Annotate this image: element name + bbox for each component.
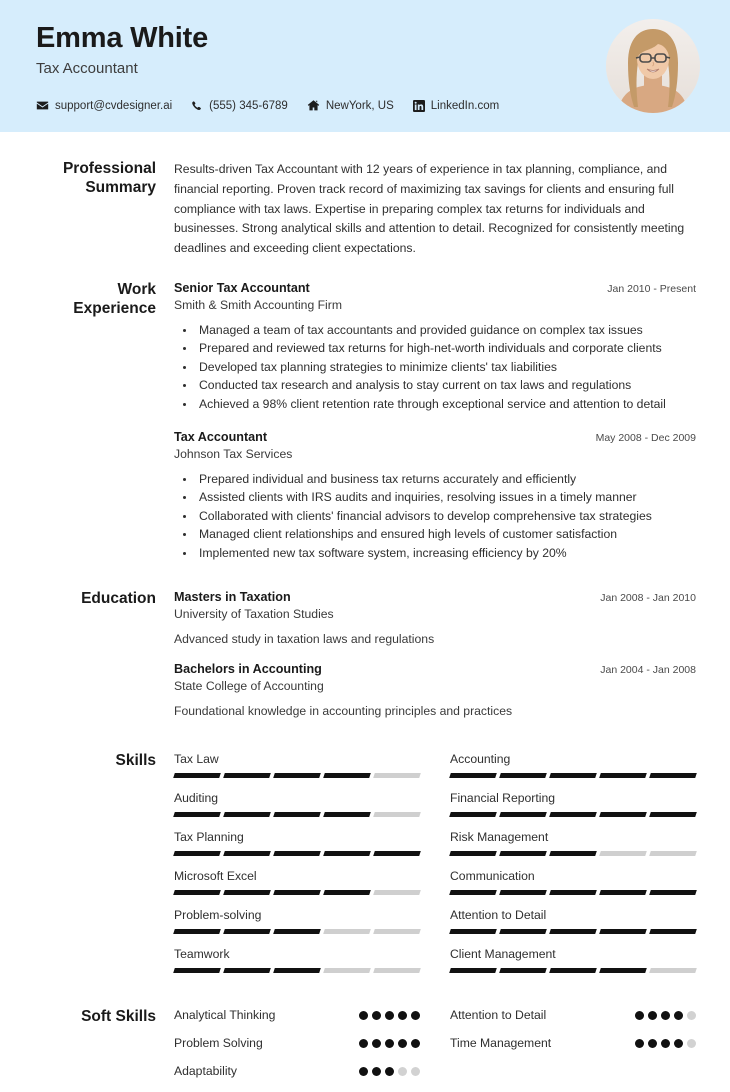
skill-name: Financial Reporting — [450, 791, 556, 806]
skill-level-segment — [649, 968, 697, 973]
entry-date: May 2008 - Dec 2009 — [595, 431, 696, 444]
resume-body — [0, 132, 730, 1092]
contact-item-linkedin[interactable] — [413, 100, 499, 112]
skill-level-segment — [373, 812, 421, 817]
skill-level-segment — [549, 851, 597, 856]
section-label-soft-skills: Soft Skills — [81, 1008, 156, 1026]
rating-dot — [359, 1039, 368, 1048]
skill-level-segment — [599, 812, 647, 817]
skill-level-segment — [323, 851, 371, 856]
envelope-icon — [36, 99, 49, 112]
skill-level-bar — [450, 773, 696, 778]
entry-title: Senior Tax Accountant — [174, 280, 310, 295]
skill-level-segment — [273, 851, 321, 856]
section-label-work: Work Experience — [73, 280, 156, 317]
skill-name: Microsoft Excel — [174, 869, 257, 884]
entry-organization: University of Taxation Studies — [174, 607, 334, 622]
skill-item — [174, 791, 420, 830]
soft-skill-item — [174, 1008, 420, 1036]
rating-dot — [385, 1011, 394, 1020]
skill-level-segment — [449, 851, 497, 856]
soft-skills-grid — [174, 1008, 696, 1092]
skill-level-segment — [599, 773, 647, 778]
skill-level-segment — [649, 929, 697, 934]
contact-item-envelope[interactable] — [36, 99, 172, 112]
entry-bullet-list — [174, 470, 696, 563]
soft-skill-name: Adaptability — [174, 1064, 238, 1079]
skill-name: Problem-solving — [174, 908, 262, 923]
profile-photo-icon — [606, 19, 700, 113]
soft-skill-rating — [621, 1039, 696, 1048]
skill-level-segment — [223, 851, 271, 856]
skill-level-segment — [649, 890, 697, 895]
entry-bullet: • Assisted clients with IRS audits and inquiries, resolving issues in a timely manner — [196, 488, 696, 507]
contact-item-phone[interactable] — [191, 99, 288, 112]
soft-skill-name: Attention to Detail — [450, 1008, 547, 1023]
skill-level-segment — [499, 929, 547, 934]
entry-bullet-list — [174, 321, 696, 414]
entry-description: Advanced study in taxation laws and regulations — [174, 632, 435, 647]
skill-level-segment — [373, 773, 421, 778]
skill-level-segment — [223, 929, 271, 934]
rating-dot — [687, 1039, 696, 1048]
skill-level-segment — [173, 851, 221, 856]
skill-level-bar — [450, 968, 696, 973]
section-label-education: Education — [81, 590, 156, 608]
skills-content — [164, 752, 696, 986]
skill-level-segment — [223, 890, 271, 895]
contact-label: LinkedIn.com — [430, 99, 500, 112]
skill-level-segment — [373, 968, 421, 973]
entry-bullet: • Implemented new tax software system, increasing efficiency by 20% — [196, 544, 696, 563]
skill-item — [450, 908, 696, 947]
skill-name: Client Management — [450, 947, 556, 962]
skill-level-segment — [323, 968, 371, 973]
rating-dot — [687, 1011, 696, 1020]
section-label-skills: Skills — [115, 752, 156, 770]
rating-dot — [372, 1039, 381, 1048]
rating-dot — [372, 1011, 381, 1020]
rating-dot — [398, 1039, 407, 1048]
section-skills — [36, 722, 696, 986]
skill-level-segment — [649, 773, 697, 778]
skill-level-segment — [499, 773, 547, 778]
section-work-experience — [36, 259, 696, 566]
skill-name: Accounting — [450, 752, 511, 767]
entry-bullet: • Developed tax planning strategies to minimize clients' tax liabilities — [196, 358, 696, 377]
entry-date: Jan 2010 - Present — [607, 282, 696, 295]
skill-level-segment — [449, 773, 497, 778]
resume-header — [0, 0, 730, 132]
skill-level-segment — [499, 890, 547, 895]
candidate-name: Emma White — [36, 22, 209, 54]
entry-date: Jan 2004 - Jan 2008 — [600, 664, 696, 677]
home-icon — [307, 99, 320, 112]
entry-organization: State College of Accounting — [174, 679, 324, 694]
experience-entry — [174, 590, 696, 646]
contact-label: support@cvdesigner.ai — [55, 99, 173, 112]
skill-level-segment — [549, 812, 597, 817]
rating-dot — [411, 1067, 420, 1076]
soft-skill-rating — [345, 1011, 420, 1020]
soft-skill-name: Analytical Thinking — [174, 1008, 276, 1023]
skill-level-segment — [323, 929, 371, 934]
skill-level-segment — [173, 968, 221, 973]
skills-grid — [174, 752, 696, 986]
skill-level-segment — [373, 851, 421, 856]
rating-dot — [411, 1039, 420, 1048]
skill-level-segment — [599, 968, 647, 973]
entry-date: Jan 2008 - Jan 2010 — [600, 592, 696, 605]
entry-bullet: • Managed a team of tax accountants and provided guidance on complex tax issues — [196, 321, 696, 340]
skill-level-segment — [223, 812, 271, 817]
entry-bullet: • Managed client relationships and ensured high levels of customer satisfaction — [196, 525, 696, 544]
entry-title: Masters in Taxation — [174, 590, 291, 605]
skill-level-segment — [323, 773, 371, 778]
skill-level-segment — [273, 929, 321, 934]
rating-dot — [359, 1067, 368, 1076]
entry-organization: Johnson Tax Services — [174, 446, 293, 461]
skill-item — [174, 752, 420, 791]
skill-level-segment — [449, 890, 497, 895]
entry-title: Bachelors in Accounting — [174, 662, 322, 677]
avatar — [606, 19, 700, 113]
rating-dot — [661, 1039, 670, 1048]
skill-level-bar — [174, 773, 420, 778]
skill-level-segment — [273, 773, 321, 778]
entry-header — [174, 430, 696, 444]
soft-skill-item — [174, 1064, 420, 1092]
entry-description: Foundational knowledge in accounting principles and practices — [174, 704, 513, 719]
rating-dot — [635, 1011, 644, 1020]
soft-skills-content — [164, 1008, 696, 1092]
skill-level-bar — [450, 851, 696, 856]
skill-item — [450, 869, 696, 908]
skill-level-segment — [373, 890, 421, 895]
entry-bullet: • Prepared individual and business tax returns accurately and efficiently — [196, 470, 696, 489]
contact-label: NewYork, US — [325, 99, 394, 112]
skill-item — [450, 791, 696, 830]
skill-level-segment — [173, 773, 221, 778]
skill-level-segment — [449, 812, 497, 817]
skill-level-segment — [173, 812, 221, 817]
skill-level-bar — [450, 929, 696, 934]
skill-level-bar — [174, 851, 420, 856]
skill-item — [174, 830, 420, 869]
skill-name: Tax Law — [174, 752, 219, 767]
linkedin-icon — [413, 100, 425, 112]
skill-level-segment — [273, 812, 321, 817]
candidate-role: Tax Accountant — [36, 60, 138, 78]
contact-row — [36, 99, 696, 112]
skill-level-bar — [174, 968, 420, 973]
rating-dot — [398, 1011, 407, 1020]
soft-skill-item — [174, 1036, 420, 1064]
soft-skill-name: Time Management — [450, 1036, 552, 1051]
skill-level-segment — [449, 968, 497, 973]
skill-level-segment — [499, 812, 547, 817]
entry-title: Tax Accountant — [174, 429, 268, 444]
soft-skill-item — [450, 1008, 696, 1036]
skill-level-segment — [323, 812, 371, 817]
skill-level-bar — [450, 812, 696, 817]
rating-dot — [385, 1039, 394, 1048]
rating-dot — [372, 1067, 381, 1076]
entry-bullet: • Prepared and reviewed tax returns for high-net-worth individuals and corporate clients — [196, 339, 696, 358]
skill-level-segment — [549, 890, 597, 895]
soft-skill-rating — [345, 1067, 420, 1076]
skill-item — [174, 908, 420, 947]
skill-name: Attention to Detail — [450, 908, 547, 923]
skill-name: Communication — [450, 869, 535, 884]
skill-level-segment — [649, 812, 697, 817]
entry-organization: Smith & Smith Accounting Firm — [174, 297, 342, 312]
skill-level-segment — [599, 890, 647, 895]
skill-name: Teamwork — [174, 947, 230, 962]
skill-level-segment — [273, 890, 321, 895]
rating-dot — [398, 1067, 407, 1076]
rating-dot — [385, 1067, 394, 1076]
experience-entry — [174, 662, 696, 718]
skill-name: Auditing — [174, 791, 219, 806]
rating-dot — [635, 1039, 644, 1048]
rating-dot — [648, 1039, 657, 1048]
entry-header — [174, 662, 696, 676]
section-professional-summary — [36, 132, 696, 259]
entry-header — [174, 281, 696, 295]
entry-header — [174, 590, 696, 604]
skill-level-bar — [174, 812, 420, 817]
entry-bullet: • Collaborated with clients' financial advisors to develop comprehensive tax strategies — [196, 507, 696, 526]
skill-level-segment — [649, 851, 697, 856]
section-education — [36, 566, 696, 722]
skill-level-segment — [173, 890, 221, 895]
skill-level-segment — [499, 968, 547, 973]
skill-level-segment — [499, 851, 547, 856]
summary-text: Results-driven Tax Accountant with 12 years of experience in tax planning, compliance, and financial reporting. Proven track record of maximizing tax savings for clients and ensuring full compliance with tax laws. Expertise in preparing complex tax returns for individuals and businesses. Strong analytical skills and attention to detail. Recognized for consistently meeting deadlines and exceeding client expectations. — [174, 162, 685, 256]
entry-bullet: • Achieved a 98% client retention rate through exceptional service and attention to detail — [196, 395, 696, 414]
skill-level-bar — [174, 890, 420, 895]
soft-skill-rating — [345, 1039, 420, 1048]
soft-skill-rating — [621, 1011, 696, 1020]
rating-dot — [411, 1011, 420, 1020]
rating-dot — [661, 1011, 670, 1020]
skill-name: Risk Management — [450, 830, 549, 845]
skill-level-bar — [450, 890, 696, 895]
rating-dot — [674, 1011, 683, 1020]
contact-label: (555) 345-6789 — [209, 99, 288, 112]
soft-skill-item — [450, 1036, 696, 1064]
section-soft-skills — [36, 986, 696, 1092]
skill-item — [450, 830, 696, 869]
skill-level-segment — [273, 968, 321, 973]
phone-icon — [191, 99, 203, 112]
skill-item — [450, 752, 696, 791]
skill-item — [174, 869, 420, 908]
skill-item — [174, 947, 420, 986]
skill-level-segment — [549, 929, 597, 934]
skill-level-segment — [449, 929, 497, 934]
section-label-summary: Professional Summary — [62, 160, 156, 196]
skill-name: Tax Planning — [174, 830, 244, 845]
skill-level-segment — [373, 929, 421, 934]
skill-level-segment — [599, 929, 647, 934]
skill-level-segment — [223, 773, 271, 778]
entry-bullet: • Conducted tax research and analysis to stay current on tax laws and regulations — [196, 376, 696, 395]
skill-level-segment — [549, 773, 597, 778]
skill-level-segment — [323, 890, 371, 895]
summary-content — [164, 160, 696, 259]
experience-entry — [174, 281, 696, 414]
education-content — [164, 590, 696, 722]
experience-entry — [174, 430, 696, 563]
skill-level-segment — [599, 851, 647, 856]
soft-skill-name: Problem Solving — [174, 1036, 263, 1051]
rating-dot — [648, 1011, 657, 1020]
skill-item — [450, 947, 696, 986]
rating-dot — [359, 1011, 368, 1020]
work-content — [164, 281, 696, 566]
skill-level-segment — [223, 968, 271, 973]
rating-dot — [674, 1039, 683, 1048]
contact-item-home[interactable] — [307, 99, 394, 112]
skill-level-segment — [173, 929, 221, 934]
skill-level-segment — [549, 968, 597, 973]
skill-level-bar — [174, 929, 420, 934]
